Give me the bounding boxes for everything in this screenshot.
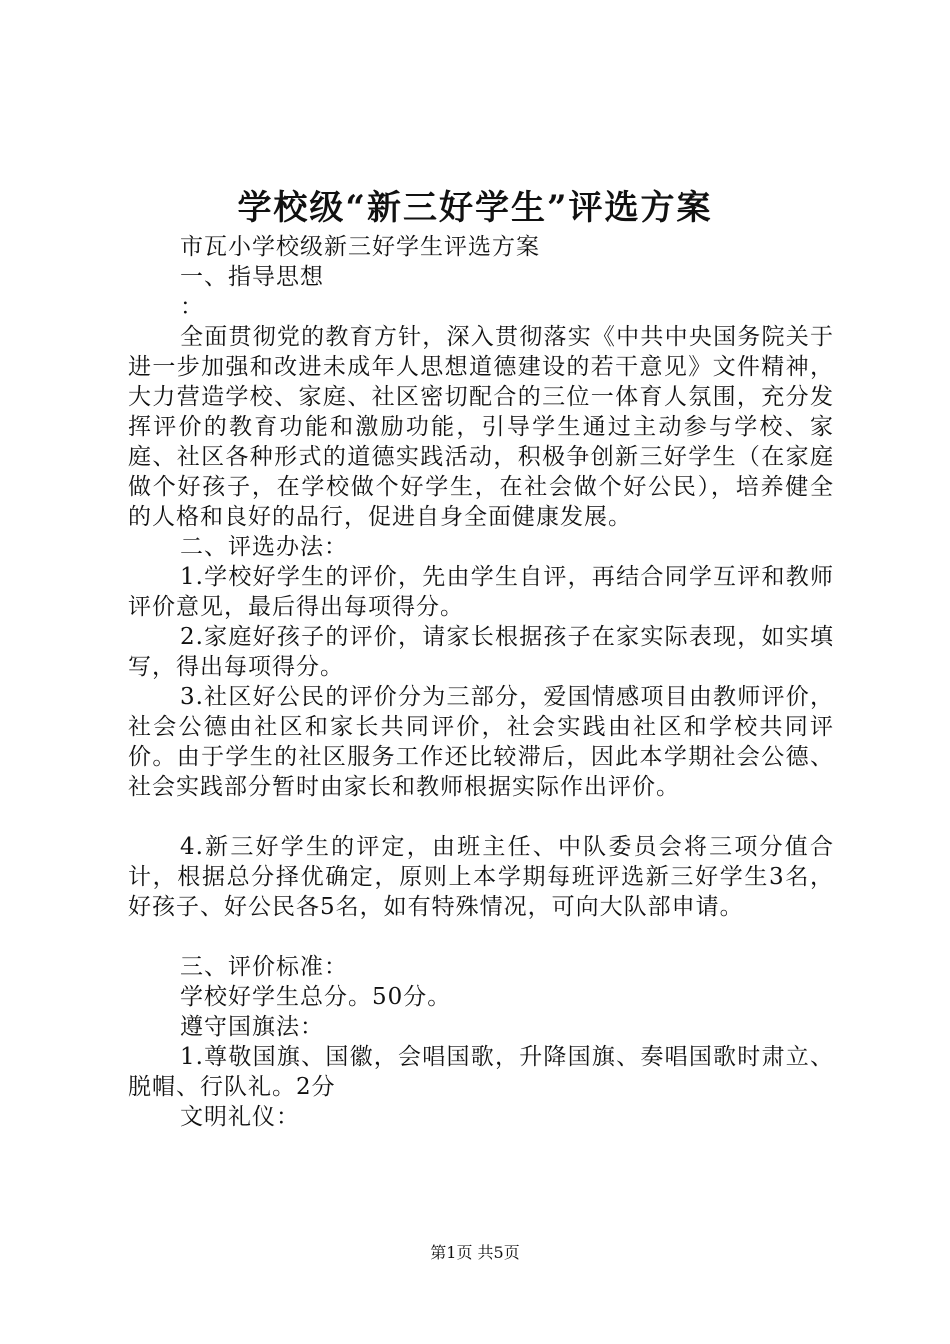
heading-guiding-ideology: 一、指导思想 bbox=[180, 264, 324, 290]
paragraph-school-total-score: 学校好学生总分。50分。 bbox=[180, 984, 452, 1010]
paragraph-flag-law: 遵守国旗法： bbox=[180, 1014, 324, 1040]
paragraph-method-3: 3.社区好公民的评价分为三部分，爱国情感项目由教师评价，社会公德由社区和家长共同评价，社会实践由社区和学校共同评价。由于学生的社区服务工作还比较滞后，因此本学期社会公德、社会实践部分暂时由家长和教师根据实际作出评价。 bbox=[128, 684, 834, 800]
paragraph-civilized-etiquette: 文明礼仪： bbox=[180, 1104, 300, 1130]
paragraph-school-plan-name: 市瓦小学校级新三好学生评选方案 bbox=[180, 234, 540, 260]
paragraph-method-1: 1.学校好学生的评价，先由学生自评，再结合同学互评和教师评价意见，最后得出每项得分。 bbox=[128, 564, 834, 620]
paragraph-flag-item-1: 1.尊敬国旗、国徽，会唱国歌，升降国旗、奏唱国歌时肃立、脱帽、行队礼。2分 bbox=[128, 1044, 834, 1100]
heading-evaluation-standards: 三、评价标准： bbox=[180, 954, 348, 980]
blank-line bbox=[128, 802, 834, 832]
document-title: 学校级“新三好学生”评选方案 bbox=[237, 188, 713, 228]
paragraph-guiding-content: 全面贯彻党的教育方针，深入贯彻落实《中共中央国务院关于进一步加强和改进未成年人思想道德建设的若干意见》文件精神，大力营造学校、家庭、社区密切配合的三位一体育人氛围，充分发挥评价的教育功能和激励功能，引导学生通过主动参与学校、家庭、社区各种形式的道德实践活动，积极争创新三好学生（在家庭做个好孩子，在学校做个好学生，在社会做个好公民），培养健全的人格和良好的品行，促进自身全面健康发展。 bbox=[128, 324, 834, 530]
document-body bbox=[128, 232, 834, 1132]
page-indicator: 第1页 共5页 bbox=[430, 1243, 520, 1262]
paragraph-method-2: 2.家庭好孩子的评价，请家长根据孩子在家实际表现，如实填写，得出每项得分。 bbox=[128, 624, 834, 680]
heading-selection-method: 二、评选办法： bbox=[180, 534, 348, 560]
paragraph-colon: ： bbox=[180, 294, 204, 320]
paragraph-method-4: 4.新三好学生的评定，由班主任、中队委员会将三项分值合计，根据总分择优确定，原则上本学期每班评选新三好学生3名，好孩子、好公民各5名，如有特殊情况，可向大队部申请。 bbox=[128, 834, 834, 920]
blank-line bbox=[128, 922, 834, 952]
